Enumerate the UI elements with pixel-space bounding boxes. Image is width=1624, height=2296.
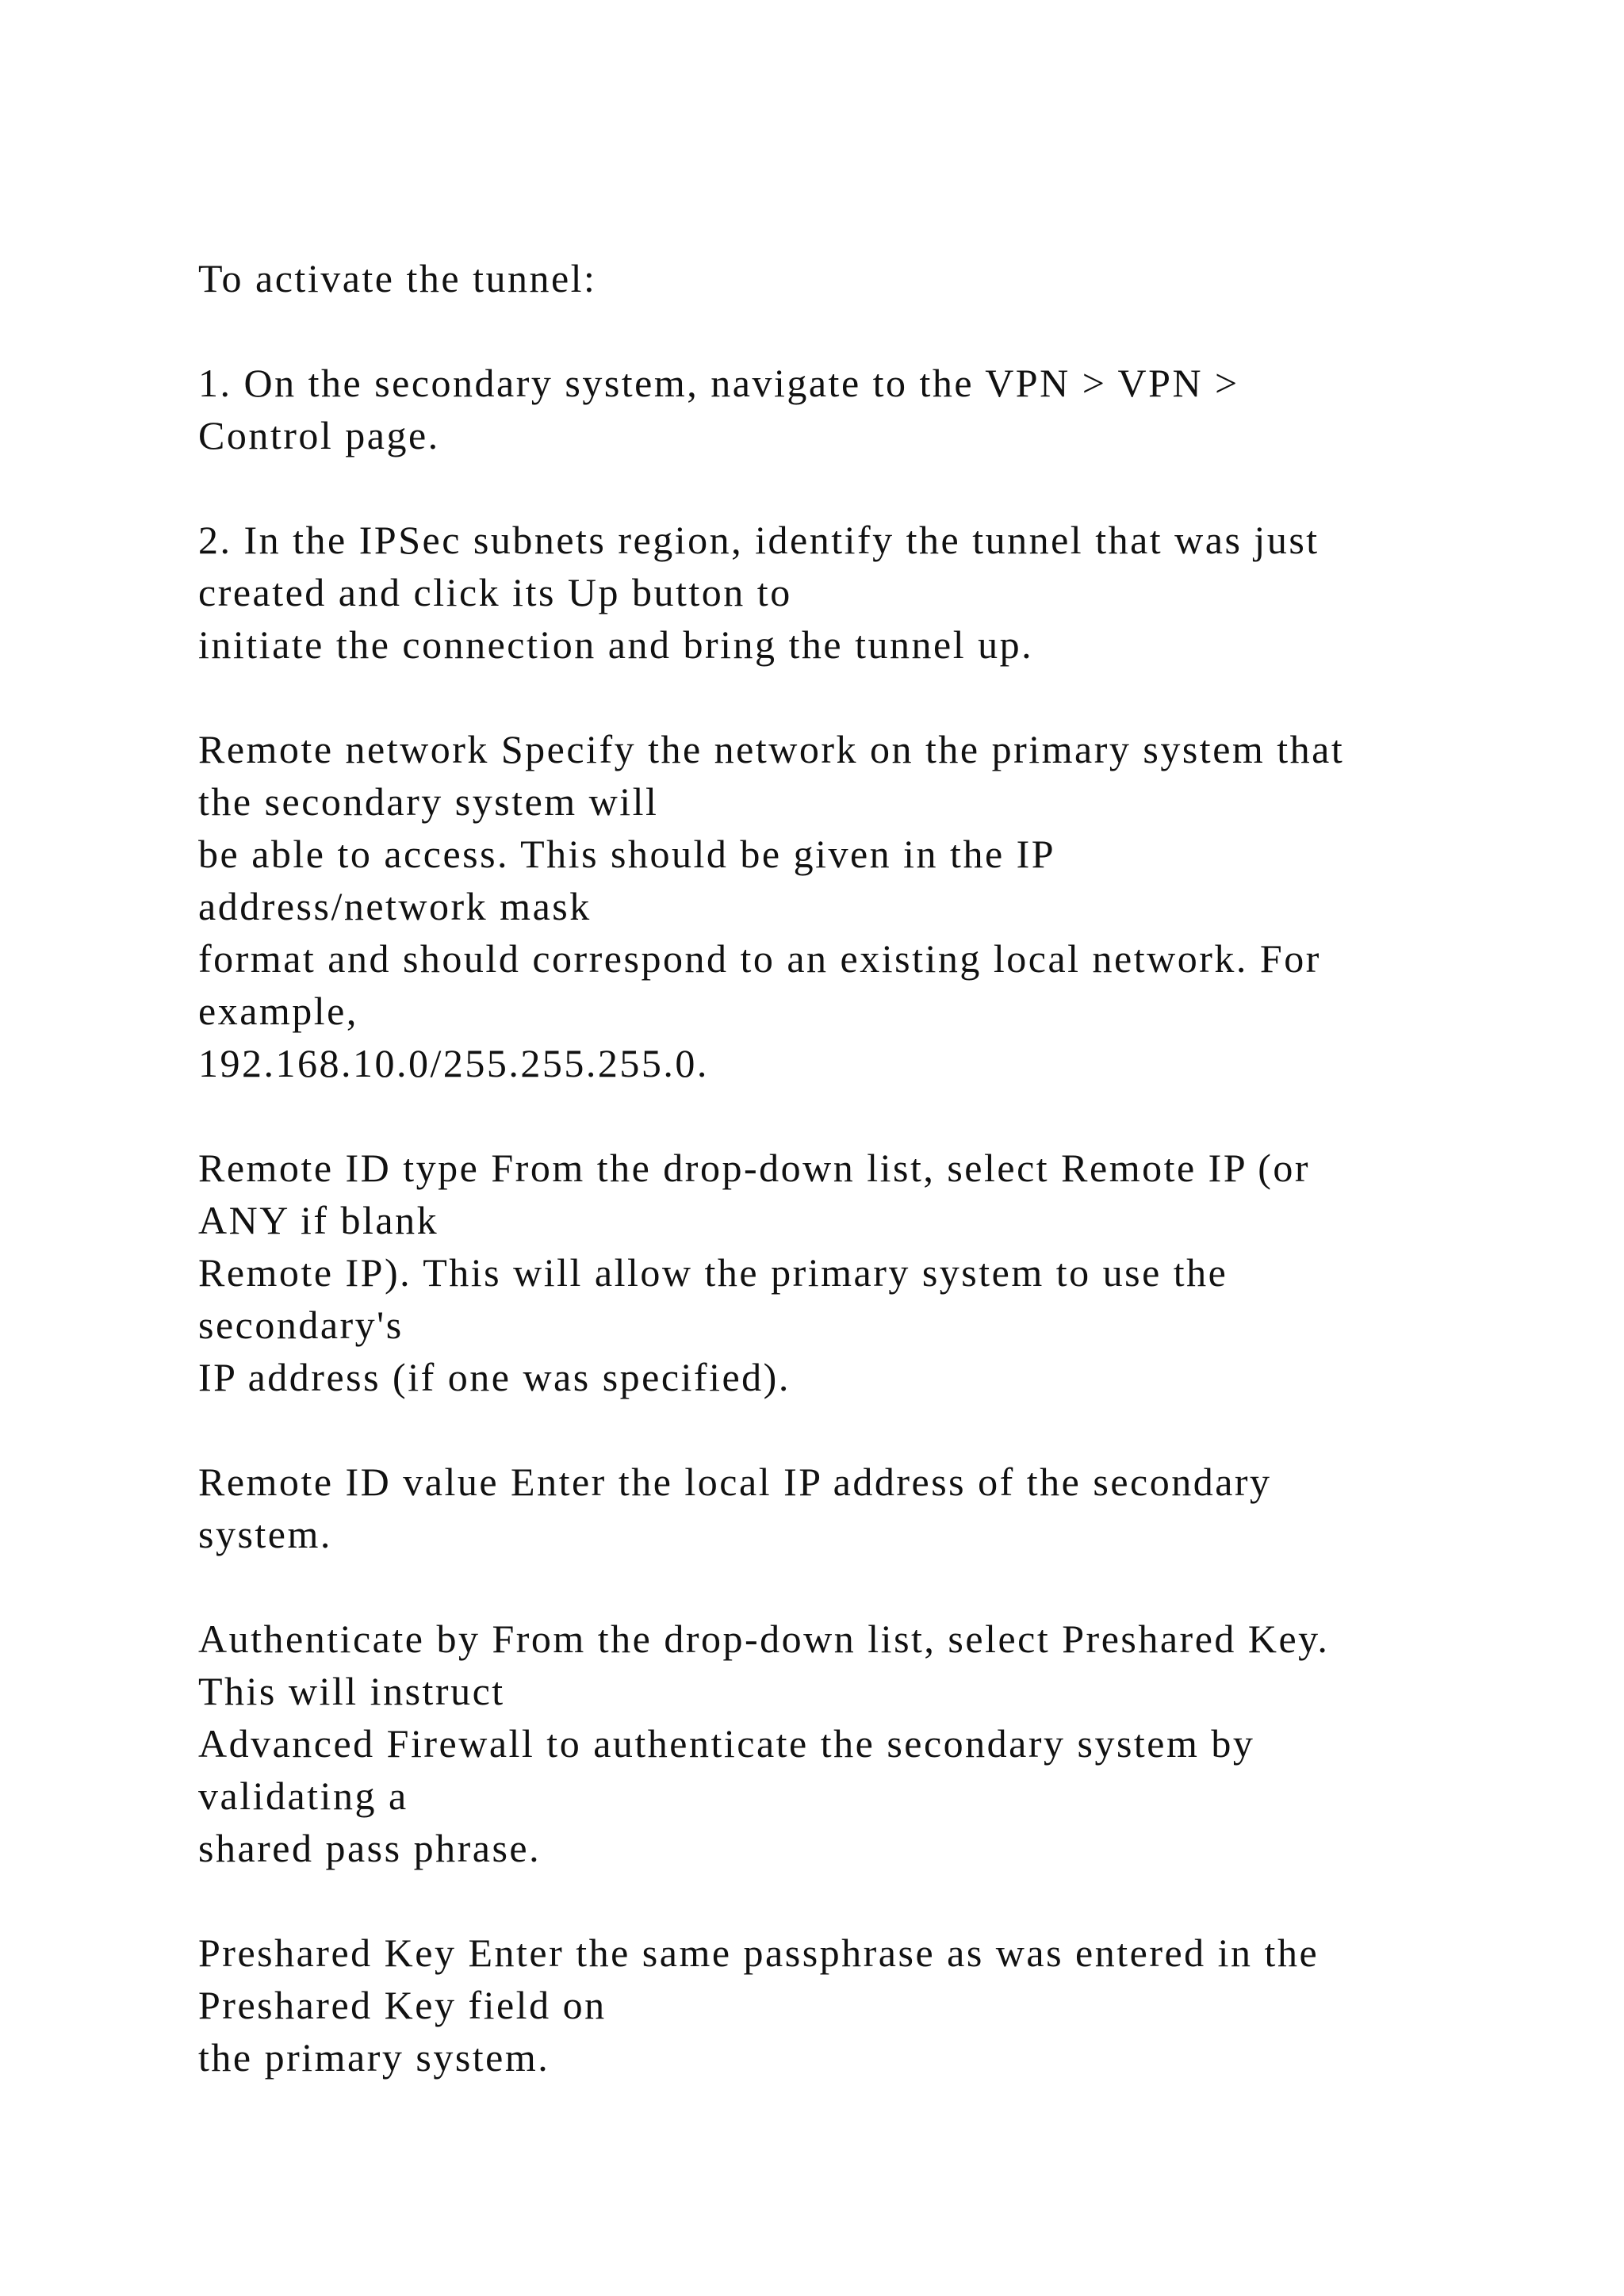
text-line: Preshared Key field on bbox=[198, 1983, 607, 2027]
document-body bbox=[198, 252, 1546, 2136]
text-line: Remote network Specify the network on the primary system that bbox=[198, 727, 1345, 771]
text-line: Advanced Firewall to authenticate the secondary system by bbox=[198, 1721, 1255, 1766]
text-line: Preshared Key Enter the same passphrase as was entered in the bbox=[198, 1931, 1320, 1975]
text-line: secondary's bbox=[198, 1303, 404, 1347]
text-line: format and should correspond to an existing local network. For bbox=[198, 936, 1321, 981]
text-line: the secondary system will bbox=[198, 779, 659, 824]
text-line: address/network mask bbox=[198, 884, 592, 928]
text-line: Remote ID type From the drop-down list, select Remote IP (or bbox=[198, 1146, 1311, 1190]
text-line: IP address (if one was specified). bbox=[198, 1355, 791, 1399]
paragraph-remote-network bbox=[198, 723, 1546, 1089]
paragraph-step-2 bbox=[198, 514, 1546, 671]
paragraph-preshared-key bbox=[198, 1927, 1546, 2084]
text-line: created and click its Up button to bbox=[198, 570, 792, 614]
text-line: system. bbox=[198, 1512, 332, 1556]
text-line: This will instruct bbox=[198, 1669, 505, 1713]
text-line: To activate the tunnel: bbox=[198, 256, 597, 300]
paragraph-step-1 bbox=[198, 357, 1546, 461]
text-line: ANY if blank bbox=[198, 1198, 439, 1242]
text-line: 2. In the IPSec subnets region, identify the tunnel that was just bbox=[198, 518, 1320, 562]
text-line: be able to access. This should be given in the IP bbox=[198, 832, 1056, 876]
text-line: Authenticate by From the drop-down list, select Preshared Key. bbox=[198, 1617, 1330, 1661]
text-line: validating a bbox=[198, 1774, 408, 1818]
paragraph-authenticate-by bbox=[198, 1613, 1546, 1874]
paragraph-remote-id-type bbox=[198, 1142, 1546, 1403]
text-line: example, bbox=[198, 989, 358, 1033]
text-line: 192.168.10.0/255.255.255.0. bbox=[198, 1041, 709, 1085]
text-line: Control page. bbox=[198, 413, 440, 457]
paragraph-intro bbox=[198, 252, 1546, 304]
text-line: initiate the connection and bring the tunnel up. bbox=[198, 622, 1034, 667]
text-line: the primary system. bbox=[198, 2035, 550, 2080]
text-line: shared pass phrase. bbox=[198, 1826, 542, 1870]
text-line: Remote IP). This will allow the primary system to use the bbox=[198, 1250, 1228, 1295]
text-line: Remote ID value Enter the local IP address of the secondary bbox=[198, 1460, 1272, 1504]
paragraph-remote-id-value bbox=[198, 1456, 1546, 1560]
text-line: 1. On the secondary system, navigate to the VPN > VPN > bbox=[198, 361, 1239, 405]
